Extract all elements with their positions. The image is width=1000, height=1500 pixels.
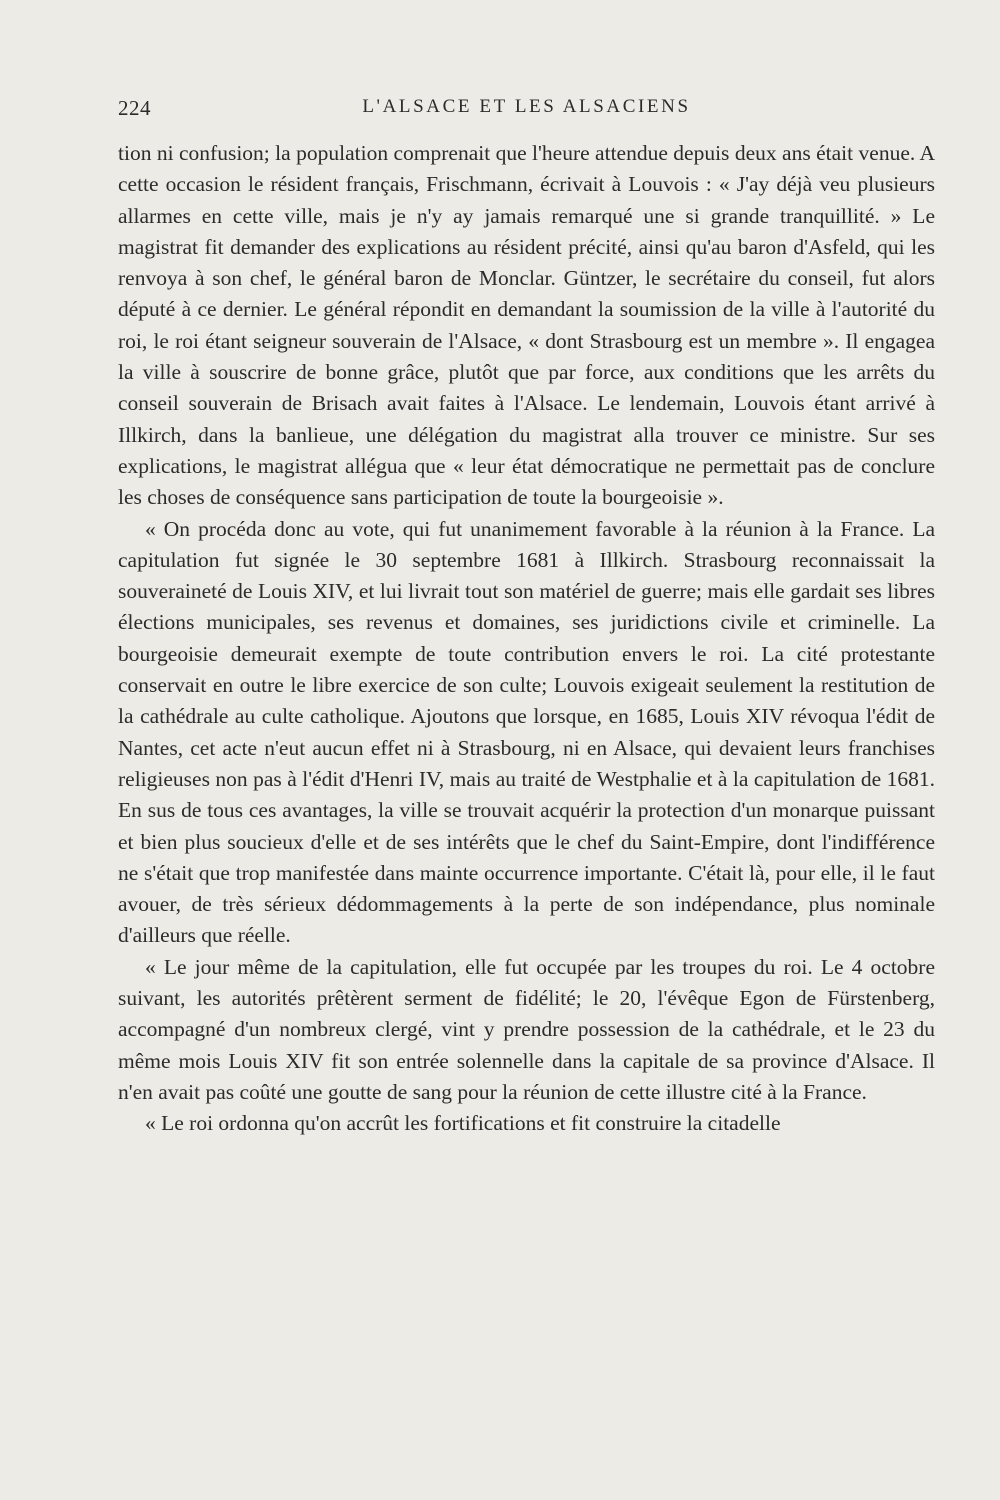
running-title: L'ALSACE ET LES ALSACIENS	[362, 96, 691, 117]
paragraph-capitulation: « On procéda donc au vote, qui fut unanimement favorable à la réunion à la France. La capitulation fut signée le 30 septembre 1681 à Illkirch. Strasbourg reconnaissait la souveraineté de Louis XIV, et lui livrait tout son matériel de guerre; mais elle gardait ses libres élections municipales, ses revenus et domaines, ses juridictions civile et criminelle. La bourgeoisie demeurait exempte de toute contribution envers le roi. La cité protestante conservait en outre le libre exercice de son culte; Louvois exigeait seulement la restitution de la cathédrale au culte catholique. Ajoutons que lorsque, en 1685, Louis XIV révoqua l'édit de Nantes, cet acte n'eut aucun effet ni à Strasbourg, ni en Alsace, qui devaient leurs franchises religieuses non pas à l'édit d'Henri IV, mais au traité de Westphalie et à la capitulation de 1681. En sus de tous ces avantages, la ville se trouvait acquérir la protection d'un monarque puissant et bien plus soucieux d'elle et de ses intérêts que le chef du Saint-Empire, dont l'indifférence ne s'était que trop manifestée dans mainte occurrence importante. C'était là, pour elle, il le faut avouer, de très sérieux dédommagements à la perte de son indépendance, plus nominale d'ailleurs que réelle.	[118, 516, 935, 948]
page-header	[118, 96, 935, 126]
body-text	[118, 138, 935, 1140]
paragraph-occupation: « Le jour même de la capitulation, elle fut occupée par les troupes du roi. Le 4 octobre suivant, les autorités prêtèrent serment de fidélité; le 20, l'évêque Egon de Fürstenberg, accompagné d'un nombreux clergé, vint y prendre possession de la cathédrale, et le 23 du même mois Louis XIV fit son entrée solennelle dans la capitale de sa province d'Alsace. Il n'en avait pas coûté une goutte de sang pour la réunion de cette illustre cité à la France.	[118, 954, 935, 1104]
paragraph-citadelle: « Le roi ordonna qu'on accrût les fortifications et fit construire la citadelle	[145, 1111, 781, 1136]
paragraph-continuation: tion ni confusion; la population comprenait que l'heure attendue depuis deux ans était venue. A cette occasion le résident français, Frischmann, écrivait à Louvois : « J'ay déjà veu plusieurs allarmes en cette ville, mais je n'y ay jamais remarqué une si grande tranquillité. » Le magistrat fit demander des explications au résident précité, ainsi qu'au baron d'Asfeld, qui les renvoya à son chef, le général baron de Monclar. Güntzer, le secrétaire du conseil, fut alors député à ce dernier. Le général répondit en demandant la soumission de la ville à l'autorité du roi, le roi étant seigneur souverain de l'Alsace, « dont Strasbourg est un membre ». Il engagea la ville à souscrire de bonne grâce, plutôt que par force, aux conditions que les arrêts du conseil souverain de Brisach avait faites à l'Alsace. Le lendemain, Louvois étant arrivé à Illkirch, dans la banlieue, une délégation du magistrat alla trouver ce ministre. Sur ses explications, le magistrat allégua que « leur état démocratique ne permettait pas de conclure les choses de conséquence sans participation de toute la bourgeoisie ».	[118, 141, 935, 510]
page-number: 224	[118, 96, 151, 120]
